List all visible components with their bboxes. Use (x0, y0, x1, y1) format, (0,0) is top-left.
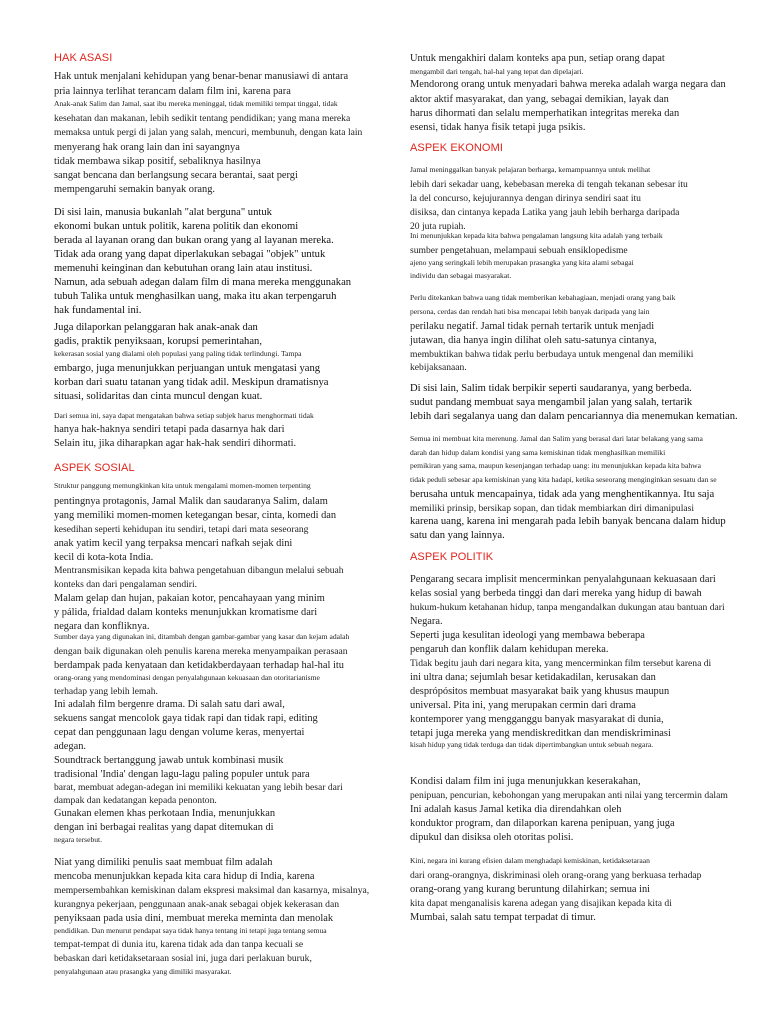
text-line: jutawan, dia hanya ingin dilihat oleh satu-satunya cintanya, (410, 335, 657, 346)
text-line: kisah hidup yang tidak terduga dan tidak dipertimbangkan untuk sebuah negara. (410, 740, 654, 749)
text-line: Tidak begitu jauh dari negara kita, yang mencerminkan film tersebut karena di (410, 658, 712, 669)
text-line: perilaku negatif. Jamal tidak pernah tertarik untuk menjadi (410, 321, 655, 332)
text-line: dari orang-orangnya, diskriminasi oleh orang-orang yang berkuasa terhadap (410, 870, 702, 881)
text-line: desprópósitos membuat masyarakat baik yang khusus maupun (410, 686, 670, 697)
text-line: Ini adalah kasus Jamal ketika dia direndahkan oleh (410, 804, 622, 815)
text-line: gadis, praktik penyiksaan, korupsi pemerintahan, (54, 336, 262, 347)
text-line: tempat-tempat di dunia itu, karena tidak ada dan tanpa kecuali se (54, 939, 304, 950)
text-line: hukum-hukum ketahanan hidup, tanpa mengandalkan dukungan atau bantuan dari (410, 602, 725, 613)
text-line: esensi, tidak hanya fisik tetapi juga psikis. (410, 122, 586, 133)
text-line: penyalahgunaan atau prasangka yang dimiliki masyarakat. (54, 967, 232, 976)
text-line: Semua ini membuat kita merenung. Jamal dan Salim yang berasal dari latar belakang yang sama (410, 434, 703, 443)
text-line: mempersembahkan kemiskinan dalam ekspresi maksimal dan kasarnya, misalnya, (54, 885, 370, 896)
section-heading: ASPEK POLITIK (410, 551, 494, 563)
text-line: orang-orang yang mendominasi dengan penyalahgunaan kekuasaan dan otoritarianisme (54, 673, 320, 682)
text-line: Kondisi dalam film ini juga menunjukkan keserakahan, (410, 776, 641, 787)
text-line: Ini adalah film bergenre drama. Di salah satu dari awal, (54, 699, 285, 710)
text-line: kelas sosial yang berbeda tinggi dan dari mereka yang hidup di bawah (410, 588, 702, 599)
text-line: embargo, juga menunjukkan perjuangan untuk mengatasi yang (54, 363, 321, 374)
text-line: mencoba menunjukkan kepada kita cara hidup di India, karena (54, 871, 315, 882)
text-line: orang-orang yang kurang beruntung dilahirkan; semua ini (410, 884, 651, 895)
text-line: kurangnya pekerjaan, penggunaan anak-anak sebagai objek kekerasan dan (54, 899, 340, 910)
text-line: situasi, solidaritas dan cinta muncul dengan kuat. (54, 391, 263, 402)
text-line: memenuhi keinginan dan kebutuhan orang lain atau institusi. (54, 263, 313, 274)
text-line: konduktor program, dan dilaporkan karena penipuan, yang juga (410, 818, 675, 829)
text-line: Ini menunjukkan kepada kita bahwa pengalaman langsung kita adalah yang terbaik (410, 231, 663, 240)
text-line: berusaha untuk mencapainya, tidak ada yang menghentikannya. Itu saja (410, 489, 715, 500)
text-line: tidak peduli sebesar apa kemiskinan yang kita hadapi, ketika seseorang menginginkan sesuatu dan se (410, 475, 717, 484)
text-line: bebaskan dari ketidaksetaraan sosial ini, juga dari perlakuan buruk, (54, 953, 312, 964)
text-line: penipuan, pencurian, kebohongan yang merupakan anti nilai yang tercermin dalam (410, 790, 728, 801)
text-line: dengan baik digunakan oleh penulis karena mereka menyampaikan perasaan (54, 646, 348, 657)
text-line: pengaruh dan konflik dalam kehidupan mereka. (410, 644, 609, 655)
text-line: kesedihan seperti kehidupan itu sendiri, tetapi dari mata seseorang (54, 524, 309, 535)
text-line: membuktikan bahwa tidak perlu berbudaya untuk mengenal dan memiliki (410, 349, 694, 360)
text-line: persona, cerdas dan rendah hati bisa mencapai lebih banyak daripada yang lain (410, 307, 650, 316)
text-line: disiksa, dan cintanya kepada Latika yang jauh lebih berharga daripada (410, 207, 680, 218)
text-line: anak yatim kecil yang terpaksa mencari nafkah sejak dini (54, 538, 293, 549)
text-line: berada al layanan orang dan bukan orang yang al layanan mereka. (54, 235, 334, 246)
text-line: sudut pandang membuat saya mengambil jalan yang salah, tertarik (410, 397, 693, 408)
text-line: cepat dan penggunaan lagu dengan volume keras, menyertai (54, 727, 305, 738)
section-heading: ASPEK EKONOMI (410, 142, 503, 154)
text-line: barat, membuat adegan-adegan ini memiliki kekuatan yang lebih besar dari (54, 782, 343, 793)
text-line: Pengarang secara implisit mencerminkan penyalahgunaan kekuasaan dari (410, 574, 716, 585)
text-line: Mendorong orang untuk menyadari bahwa mereka adalah warga negara dan (410, 79, 726, 90)
text-line: negara tersebut. (54, 835, 103, 844)
text-line: universal. Pita ini, yang merupakan cermin dari drama (410, 700, 636, 711)
text-line: sekuens sangat mencolok gaya tidak rapi dan tidak rapi, editing (54, 713, 318, 724)
text-line: y pálida, frialdad dalam konteks menunjukkan kromatisme dari (54, 607, 318, 618)
text-line: Di sisi lain, manusia bukanlah "alat berguna" untuk (54, 207, 272, 218)
text-line: kecil di kota-kota India. (54, 552, 154, 563)
text-line: kekerasan sosial yang dialami oleh populasi yang paling tidak terlindungi. Tampa (54, 349, 302, 358)
text-line: tetapi juga mereka yang mendiskreditkan dan mendiskriminasi (410, 728, 671, 739)
text-line: Kini, negara ini kurang efisien dalam menghadapi kemiskinan, ketidaksetaraan (410, 856, 650, 865)
section-heading: HAK ASASI (54, 52, 113, 64)
text-line: penyiksaan pada usia dini, membuat mereka meminta dan menolak (54, 913, 334, 924)
text-line: Seperti juga kesulitan ideologi yang membawa beberapa (410, 630, 645, 641)
text-line: tubuh Talika untuk menghasilkan uang, maka itu akan terpengaruh (54, 291, 337, 302)
text-line: Anak-anak Salim dan Jamal, saat ibu mereka meninggal, tidak memiliki tempat tinggal, tidak (54, 99, 338, 108)
text-line: darah dan hidup dalam kondisi yang sama kemiskinan tidak menghasilkan memiliki (410, 448, 666, 457)
text-line: hak fundamental ini. (54, 305, 142, 316)
text-line: kesehatan dan makanan, lebih sedikit tentang pendidikan; yang mana mereka (54, 113, 351, 124)
text-line: tradisional 'India' dengan lagu-lagu paling populer untuk para (54, 769, 310, 780)
text-line: Niat yang dimiliki penulis saat membuat film adalah (54, 857, 273, 868)
text-line: 20 juta rupiah. (410, 221, 466, 232)
text-line: Untuk mengakhiri dalam konteks apa pun, setiap orang dapat (410, 53, 665, 64)
text-line: pria lainnya terlihat terancam dalam film ini, karena para (54, 86, 291, 97)
text-line: satu dan yang lainnya. (410, 530, 505, 541)
text-line: pemikiran yang sama, maupun kesenjangan terhadap uang: itu menunjukkan kepada kita bahwa (410, 461, 701, 470)
text-line: Juga dilaporkan pelanggaran hak anak-anak dan (54, 322, 258, 333)
text-line: terhadap yang lebih lemah. (54, 686, 158, 697)
text-line: tidak membawa sikap positif, sebaliknya hasilnya (54, 156, 261, 167)
text-line: menyerang hak orang lain dan ini sayangnya (54, 142, 240, 153)
text-line: korban dari suatu tatanan yang tidak adil. Meskipun dramatisnya (54, 377, 329, 388)
text-line: Mentransmisikan kepada kita bahwa pengetahuan dibangun melalui sebuah (54, 565, 344, 576)
text-line: Hak untuk menjalani kehidupan yang benar-benar manusiawi di antara (54, 71, 349, 82)
text-line: la del concurso, kejujurannya dengan dirinya sendiri saat itu (410, 193, 641, 204)
text-line: Struktur panggung memungkinkan kita untuk mengalami momen-momen terpenting (54, 481, 311, 490)
text-line: dengan ini berbagai realitas yang dapat ditemukan di (54, 822, 274, 833)
text-line: karena uang, karena ini mengarah pada lebih banyak bencana dalam hidup (410, 516, 726, 527)
text-line: dampak dan kedatangan kepada penonton. (54, 795, 217, 806)
text-line: lebih dari sekadar uang, kebebasan mereka di tengah tekanan sebesar itu (410, 179, 688, 190)
text-line: ini ultra dana; sejumlah besar ketidakadilan, kerusakan dan (410, 672, 656, 683)
text-line: memiliki prinsip, bersikap sopan, dan tidak membiarkan diri dimanipulasi (410, 503, 695, 514)
text-line: konteks dan dari pengalaman sendiri. (54, 579, 198, 590)
text-line: Jamal meninggalkan banyak pelajaran berharga, kemampuannya untuk melihat (410, 165, 651, 174)
text-line: mempengaruhi semakin banyak orang. (54, 184, 216, 195)
text-line: berdampak pada kenyataan dan ketidakberdayaan terhadap hal-hal itu (54, 660, 344, 671)
text-line: Di sisi lain, Salim tidak berpikir seperti saudaranya, yang berbeda. (410, 383, 692, 394)
text-line: pendidikan. Dan menurut pendapat saya tidak hanya tentang ini tetapi juga tentang semua (54, 926, 327, 935)
text-line: Dari semua ini, saya dapat mengatakan bahwa setiap subjek harus menghormati tidak (54, 411, 314, 420)
text-line: ajeno yang seringkali lebih merupakan prasangka yang kita alami sebagai (410, 258, 634, 267)
text-line: harus dihormati dan selalu memperhatikan integritas mereka dan (410, 108, 680, 119)
text-line: yang memiliki momen-momen ketegangan besar, cinta, komedi dan (54, 510, 337, 521)
text-line: individu dan sebagai masyarakat. (410, 271, 512, 280)
text-line: kontemporer yang mengganggu banyak masyarakat di dunia, (410, 714, 664, 725)
text-line: Mumbai, salah satu tempat terpadat di timur. (410, 912, 596, 923)
text-line: aktor aktif masyarakat, dan yang, sebagai demikian, layak dan (410, 94, 669, 105)
text-line: Tidak ada orang yang dapat diperlakukan sebagai "objek" untuk (54, 249, 326, 260)
text-line: mengambil dari tengah, hal-hal yang tepat dan dipelajari. (410, 67, 584, 76)
text-line: hanya hak-haknya sendiri tetapi pada dasarnya hak dari (54, 424, 285, 435)
text-line: sumber pengetahuan, melampaui sebuah ensiklopedisme (410, 245, 628, 256)
text-line: pentingnya protagonis, Jamal Malik dan saudaranya Salim, dalam (54, 496, 328, 507)
text-line: Perlu ditekankan bahwa uang tidak memberikan kebahagiaan, menjadi orang yang baik (410, 293, 676, 302)
text-line: memaksa untuk pergi di jalan yang salah, mencuri, membunuh, dengan kata lain (54, 127, 363, 138)
text-line: Selain itu, jika diharapkan agar hak-hak sendiri dihormati. (54, 438, 297, 449)
text-line: negara dan konfliknya. (54, 621, 150, 632)
text-line: dipukul dan disiksa oleh otoritas polisi. (410, 832, 574, 843)
text-line: Soundtrack bertanggung jawab untuk kombinasi musik (54, 755, 284, 766)
text-line: Namun, ada sebuah adegan dalam film di mana mereka menggunakan (54, 277, 352, 288)
text-line: sangat bencana dan berlangsung secara berantai, saat pergi (54, 170, 298, 181)
text-line: ekonomi bukan untuk politik, karena politik dan ekonomi (54, 221, 299, 232)
text-line: kita dapat menganalisis karena adegan yang disajikan kepada kita di (410, 898, 672, 909)
text-line: kebijaksanaan. (410, 362, 467, 373)
text-line: adegan. (54, 741, 87, 752)
text-line: Gunakan elemen khas perkotaan India, menunjukkan (54, 808, 276, 819)
text-line: Sumber daya yang digunakan ini, ditambah dengan gambar-gambar yang kasar dan kejam adalah (54, 632, 350, 641)
text-line: Negara. (410, 616, 443, 627)
text-line: Malam gelap dan hujan, pakaian kotor, pencahayaan yang minim (54, 593, 325, 604)
section-heading: ASPEK SOSIAL (54, 462, 135, 474)
text-line: lebih dari segalanya uang dan dalam pencariannya dia menemukan kematian. (410, 411, 738, 422)
